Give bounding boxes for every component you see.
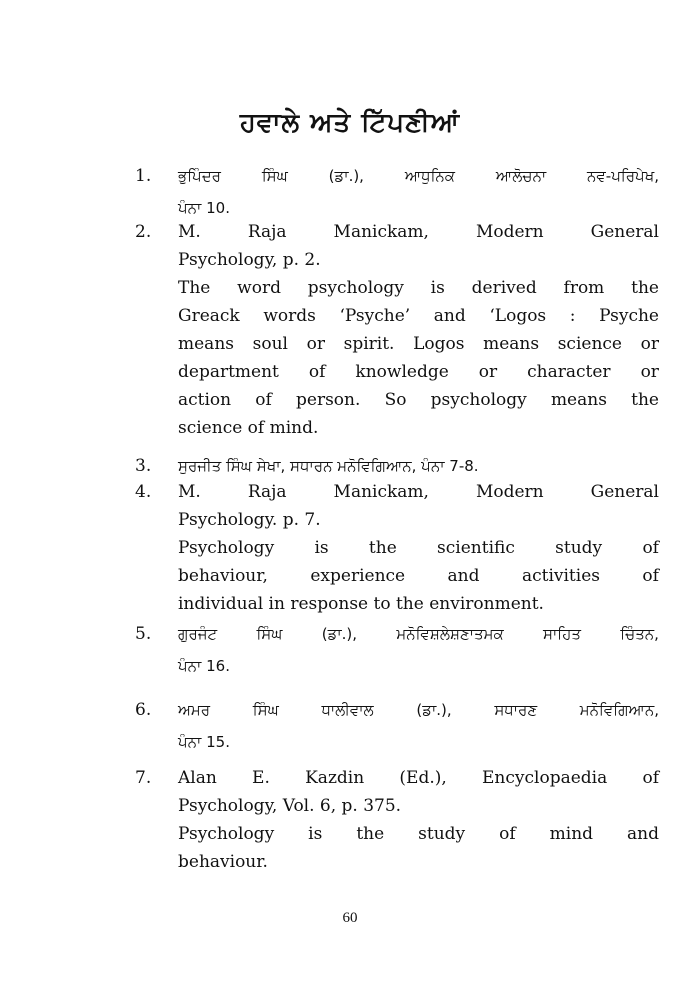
note-line — [178, 848, 659, 876]
note-word: behaviour. — [178, 852, 268, 872]
note-word: means — [178, 334, 234, 354]
note-word: knowledge — [355, 362, 449, 382]
note-word: or — [306, 334, 325, 354]
note-word: words — [263, 306, 316, 326]
note-word: of — [642, 768, 659, 788]
note-word: Psychology — [178, 824, 275, 844]
note-line — [178, 302, 659, 330]
note-word: or — [478, 362, 498, 382]
note-word: (ਡਾ.), — [328, 167, 364, 185]
note-word: means — [483, 334, 540, 354]
note-word: ਧਾਲੀਵਾਲ — [321, 701, 374, 719]
note-line — [178, 726, 659, 758]
note-line — [178, 590, 659, 618]
note-word: E. — [252, 768, 270, 788]
note-word: ਪੰਨਾ 10. — [178, 199, 230, 217]
note-line — [178, 562, 659, 590]
note-word: of — [499, 824, 516, 844]
note-word: word — [237, 278, 281, 298]
note-word: action — [178, 390, 232, 410]
note-word: Greack — [178, 306, 240, 326]
note-word: activities — [521, 566, 600, 586]
note-number: 7. — [135, 768, 152, 788]
note-word: ਨਵ-ਪਰਿਪੇਖ, — [587, 167, 659, 185]
note-word: (Ed.), — [399, 768, 447, 788]
note-word: ਸਾਹਿਤ — [543, 625, 581, 643]
note-word: of — [255, 390, 272, 410]
note-line — [178, 506, 659, 534]
note-number: 4. — [135, 482, 152, 502]
note-number: 5. — [135, 624, 152, 644]
note-item — [135, 218, 659, 442]
note-word: of — [642, 566, 659, 586]
note-word: : — [569, 306, 576, 326]
note-word: Psyche — [599, 306, 659, 326]
note-word: soul — [252, 334, 288, 354]
note-word: So — [384, 390, 407, 410]
note-word: ਆਲੋਚਨਾ — [495, 167, 547, 185]
note-word: ਪੰਨਾ 15. — [178, 733, 230, 751]
note-line — [178, 386, 659, 414]
note-word: M. — [178, 222, 201, 242]
note-word: General — [590, 482, 659, 502]
note-word: Logos — [413, 334, 465, 354]
note-word: ਮਨੋਵਿਸ਼ਲੇਸ਼ਣਾਤਮਕ — [396, 625, 504, 643]
note-word: study — [555, 538, 603, 558]
note-line — [178, 694, 659, 726]
note-word: and — [447, 566, 480, 586]
note-item — [135, 618, 659, 682]
note-word: science — [557, 334, 622, 354]
note-word: ਸੁਰਜੀਤ ਸਿੰਘ ਸੇਖਾ, ਸਧਾਰਨ ਮਨੋਵਿਗਿਆਨ, ਪੰਨਾ 7-8. — [178, 457, 479, 475]
note-number: 6. — [135, 700, 152, 720]
note-word: ਸਿੰਘ — [261, 167, 288, 185]
note-line — [178, 358, 659, 386]
note-word: department — [178, 362, 279, 382]
note-number: 2. — [135, 222, 152, 242]
note-line — [178, 764, 659, 792]
note-word: is — [308, 824, 323, 844]
note-word: Psychology, Vol. 6, p. 375. — [178, 796, 402, 816]
note-word: psychology — [430, 390, 527, 410]
note-word: (ਡਾ.), — [416, 701, 452, 719]
note-word: Raja — [247, 222, 287, 242]
note-line — [178, 820, 659, 848]
note-word: the — [631, 390, 659, 410]
note-word: ਚਿੰਤਨ, — [620, 625, 659, 643]
note-word: derived — [471, 278, 537, 298]
note-word: Raja — [247, 482, 287, 502]
page-number: 60 — [342, 910, 358, 926]
note-line — [178, 650, 659, 682]
note-word: or — [640, 362, 659, 382]
note-word: and — [627, 824, 659, 844]
note-word: ਆਧੁਨਿਕ — [404, 167, 456, 185]
note-word: ‘Psyche’ — [339, 306, 411, 326]
note-line — [178, 478, 659, 506]
note-item — [135, 764, 659, 876]
note-word: spirit. — [343, 334, 395, 354]
note-word: The — [178, 278, 211, 298]
note-word: psychology — [307, 278, 404, 298]
note-word: Psychology, p. 2. — [178, 250, 321, 270]
note-item — [135, 160, 659, 224]
note-word: the — [356, 824, 385, 844]
note-word: is — [314, 538, 329, 558]
note-line — [178, 534, 659, 562]
note-word: ਅਮਰ — [178, 701, 211, 719]
note-word: ਸਧਾਰਣ — [494, 701, 538, 719]
note-word: Alan — [178, 768, 217, 788]
note-line — [178, 414, 659, 442]
note-word: Psychology. p. 7. — [178, 510, 321, 530]
note-word: ‘Logos — [489, 306, 547, 326]
note-item — [135, 694, 659, 758]
note-word: ਸਿੰਘ — [252, 701, 279, 719]
note-word: behaviour, — [178, 566, 268, 586]
note-item — [135, 478, 659, 618]
note-word: the — [631, 278, 659, 298]
note-word: scientific — [437, 538, 515, 558]
note-word: the — [368, 538, 397, 558]
note-word: is — [430, 278, 445, 298]
note-word: person. — [296, 390, 361, 410]
note-word: Manickam, — [333, 482, 429, 502]
note-word: General — [590, 222, 659, 242]
note-word: or — [640, 334, 659, 354]
note-word: Modern — [475, 482, 544, 502]
note-word: ਪੰਨਾ 16. — [178, 657, 230, 675]
note-line — [178, 246, 659, 274]
note-word: (ਡਾ.), — [321, 625, 358, 643]
note-number: 3. — [135, 456, 152, 476]
note-word: of — [642, 538, 659, 558]
note-word: M. — [178, 482, 201, 502]
note-word: mind — [549, 824, 594, 844]
note-line — [178, 792, 659, 820]
note-word: individual in response to the environment. — [178, 594, 544, 614]
note-line — [178, 218, 659, 246]
note-word: character — [527, 362, 611, 382]
note-word: study — [418, 824, 466, 844]
note-number: 1. — [135, 166, 152, 186]
note-line — [178, 330, 659, 358]
page-title: ਹਵਾਲੇ ਅਤੇ ਟਿੱਪਣੀਆਂ — [239, 108, 461, 138]
note-word: means — [550, 390, 607, 410]
note-word: Encyclopaedia — [482, 768, 608, 788]
note-word: ਗੁਰਜੰਟ — [178, 625, 218, 643]
note-word: and — [433, 306, 466, 326]
note-word: of — [308, 362, 326, 382]
note-line — [178, 160, 659, 192]
note-word: Psychology — [178, 538, 275, 558]
note-word: Kazdin — [305, 768, 365, 788]
note-word: experience — [310, 566, 406, 586]
note-word: ਮਨੋਵਿਗਿਆਨ, — [579, 701, 659, 719]
note-word: from — [563, 278, 605, 298]
note-word: Manickam, — [333, 222, 429, 242]
note-line — [178, 618, 659, 650]
note-word: science of mind. — [178, 418, 319, 438]
note-word: ਭੁਪਿੰਦਰ — [178, 167, 221, 185]
note-word: Modern — [475, 222, 544, 242]
note-line — [178, 274, 659, 302]
note-word: ਸਿੰਘ — [256, 625, 283, 643]
